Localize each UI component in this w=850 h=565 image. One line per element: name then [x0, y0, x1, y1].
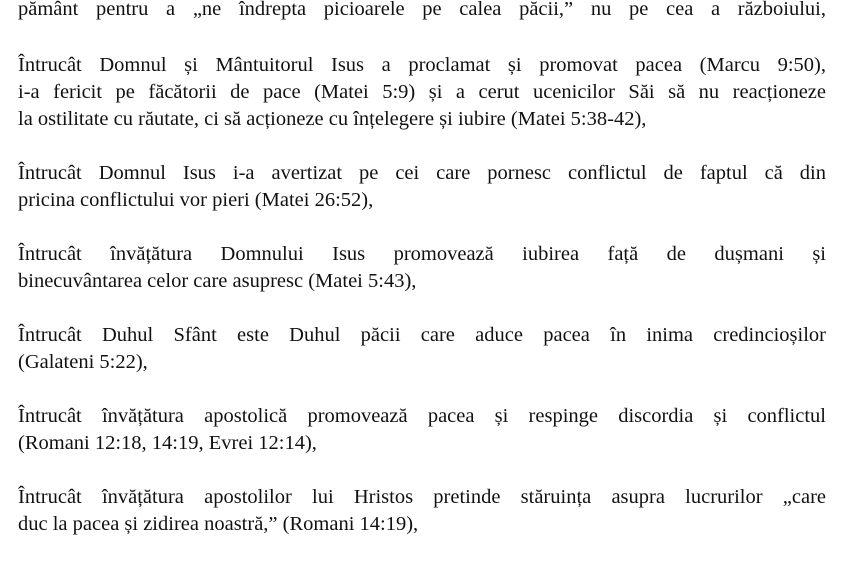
paragraph-line: Întrucât Domnul Isus i-a avertizat pe cei care pornesc conflictul de faptul că din [18, 162, 826, 184]
paragraph-line: Întrucât Domnul și Mântuitorul Isus a proclamat și promovat pacea (Marcu 9:50), [18, 54, 826, 76]
paragraph-line: pricina conflictului vor pieri (Matei 26:52), [18, 189, 374, 211]
paragraph-5 [18, 403, 826, 457]
paragraph-line: (Romani 12:18, 14:19, Evrei 12:14), [18, 432, 317, 454]
paragraph-4 [18, 322, 826, 376]
paragraph-line: Întrucât Duhul Sfânt este Duhul păcii care aduce pacea în inima credincioșilor [18, 324, 826, 346]
paragraph-2 [18, 160, 826, 214]
paragraph-6 [18, 484, 826, 538]
paragraph-line: Întrucât învățătura apostolilor lui Hristos pretinde stăruința asupra lucrurilor „care [18, 486, 826, 508]
paragraph-line: la ostilitate cu răutate, ci să acționeze cu înțelegere și iubire (Matei 5:38-42), [18, 108, 647, 130]
paragraph-line: pământ pentru a „ne îndrepta picioarele pe calea păcii,” nu pe cea a războiului, [18, 0, 826, 20]
paragraph-3 [18, 241, 826, 295]
paragraph-top [18, 0, 826, 23]
paragraph-line: Întrucât învățătura apostolică promovează pacea și respinge discordia și conflictul [18, 405, 826, 427]
paragraph-line: duc la pacea și zidirea noastră,” (Romani 14:19), [18, 513, 419, 535]
paragraph-line: (Galateni 5:22), [18, 351, 148, 373]
document-page [18, 0, 826, 565]
paragraph-line: binecuvântarea celor care asupresc (Matei 5:43), [18, 270, 417, 292]
paragraph-1 [18, 52, 826, 133]
paragraph-line: i-a fericit pe făcătorii de pace (Matei 5:9) și a cerut ucenicilor Săi să nu reacționeze [18, 81, 826, 103]
paragraph-line: Întrucât învățătura Domnului Isus promovează iubirea față de dușmani și [18, 243, 826, 265]
